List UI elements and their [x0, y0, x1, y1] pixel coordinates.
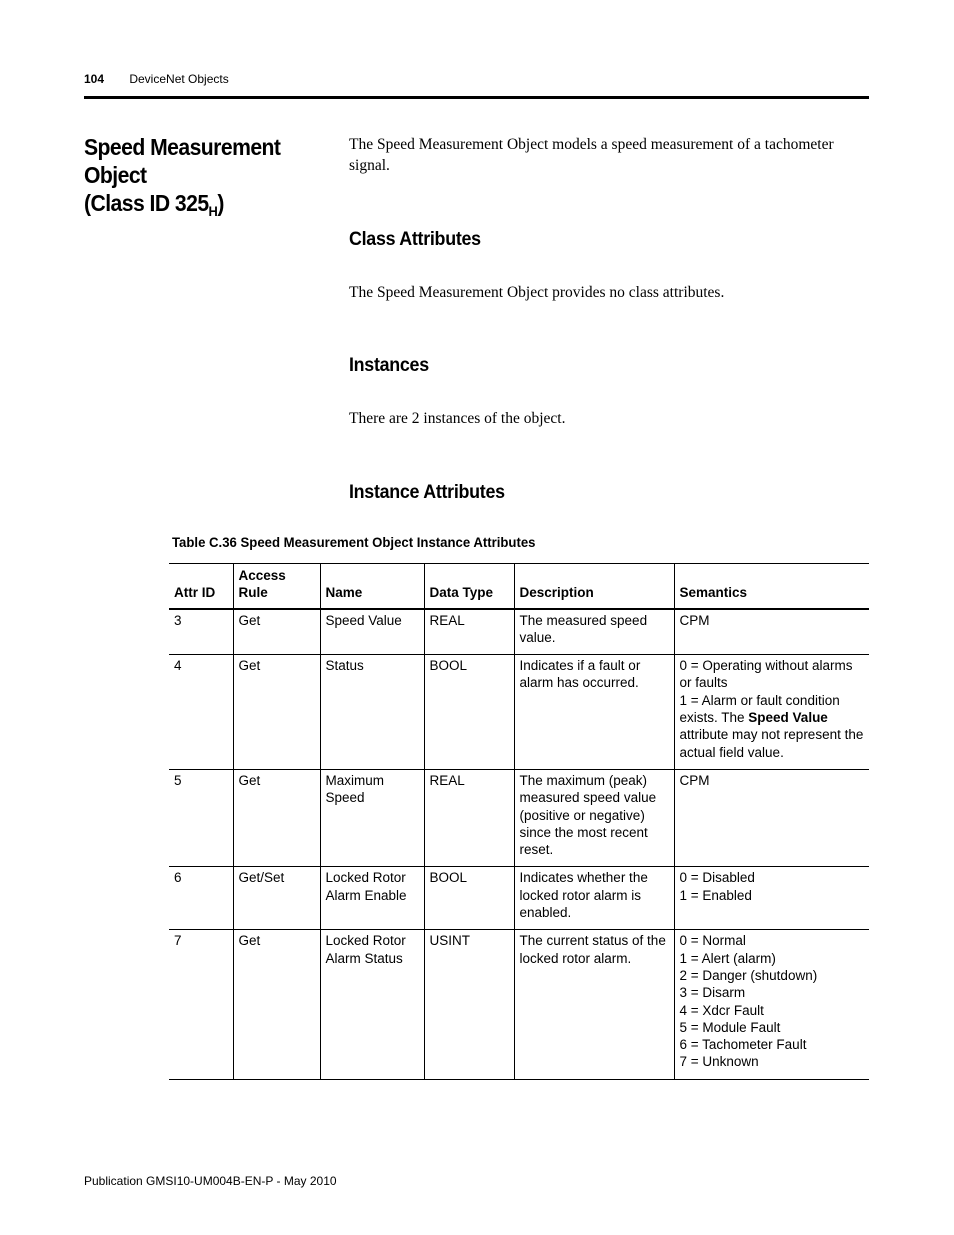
cell-name: Maximum Speed	[320, 769, 424, 866]
col-header-semantics: Semantics	[674, 564, 869, 609]
cell-semantics: 0 = Operating without alarms or faults 1 = Alarm or fault condition exists. The Speed Value attribute may not represent the actual field value.	[674, 655, 869, 770]
cell-attr-id: 4	[169, 655, 233, 770]
cell-name: Locked Rotor Alarm Enable	[320, 867, 424, 930]
instance-attributes-table	[169, 563, 869, 1080]
cell-access: Get	[233, 930, 320, 1079]
table-caption: Table C.36 Speed Measurement Object Instance Attributes	[172, 534, 536, 550]
title-line-2: (Class ID $325_H$)	[84, 190, 224, 219]
cell-access: Get/Set	[233, 867, 320, 930]
table-header-row	[169, 564, 869, 609]
cell-semantics: CPM	[674, 769, 869, 866]
cell-description: The measured speed value.	[514, 609, 674, 655]
cell-attr-id: 6	[169, 867, 233, 930]
cell-name: Status	[320, 655, 424, 770]
table-row	[169, 609, 869, 655]
cell-type: REAL	[424, 769, 514, 866]
cell-attr-id: 5	[169, 769, 233, 866]
title-line-1: Speed Measurement Object	[84, 134, 281, 188]
cell-access: Get	[233, 769, 320, 866]
col-header-data-type: Data Type	[424, 564, 514, 609]
cell-semantics: 0 = Disabled 1 = Enabled	[674, 867, 869, 930]
cell-semantics: CPM	[674, 609, 869, 655]
col-header-access-rule: Access Rule	[233, 564, 320, 609]
cell-attr-id: 7	[169, 930, 233, 1079]
page-footer: Publication GMSI10-UM004B-EN-P - May 2010	[84, 1174, 337, 1188]
col-header-description: Description	[514, 564, 674, 609]
cell-name: Locked Rotor Alarm Status	[320, 930, 424, 1079]
cell-name: Speed Value	[320, 609, 424, 655]
cell-type: REAL	[424, 609, 514, 655]
class-attributes-heading: Class Attributes	[349, 229, 481, 250]
col-header-name: Name	[320, 564, 424, 609]
section-name: DeviceNet Objects	[129, 72, 229, 86]
header-rule	[84, 96, 869, 99]
instances-text: There are 2 instances of the object.	[349, 410, 566, 427]
instances-heading: Instances	[349, 355, 429, 376]
cell-access: Get	[233, 655, 320, 770]
table-row	[169, 930, 869, 1079]
intro-text: The Speed Measurement Object models a speed measurement of a tachometer signal.	[349, 136, 834, 174]
class-attributes-text: The Speed Measurement Object provides no class attributes.	[349, 284, 725, 301]
cell-type: USINT	[424, 930, 514, 1079]
cell-type: BOOL	[424, 867, 514, 930]
col-header-attr-id: Attr ID	[169, 564, 233, 609]
cell-access: Get	[233, 609, 320, 655]
cell-attr-id: 3	[169, 609, 233, 655]
cell-description: Indicates whether the locked rotor alarm is enabled.	[514, 867, 674, 930]
page-number: 104	[84, 72, 105, 86]
table-row	[169, 867, 869, 930]
page-header	[84, 72, 229, 86]
page-title	[84, 133, 325, 217]
cell-semantics: 0 = Normal 1 = Alert (alarm) 2 = Danger (shutdown) 3 = Disarm 4 = Xdcr Fault 5 = Module Fault 6 = Tachometer Fault 7 = Unknown	[674, 930, 869, 1079]
table-row	[169, 655, 869, 770]
cell-description: Indicates if a fault or alarm has occurred.	[514, 655, 674, 770]
cell-description: The current status of the locked rotor alarm.	[514, 930, 674, 1079]
cell-description: The maximum (peak) measured speed value (positive or negative) since the most recent reset.	[514, 769, 674, 866]
cell-type: BOOL	[424, 655, 514, 770]
table-row	[169, 769, 869, 866]
speed-value-ref: Speed Value	[748, 710, 828, 726]
instance-attributes-heading: Instance Attributes	[349, 482, 505, 503]
